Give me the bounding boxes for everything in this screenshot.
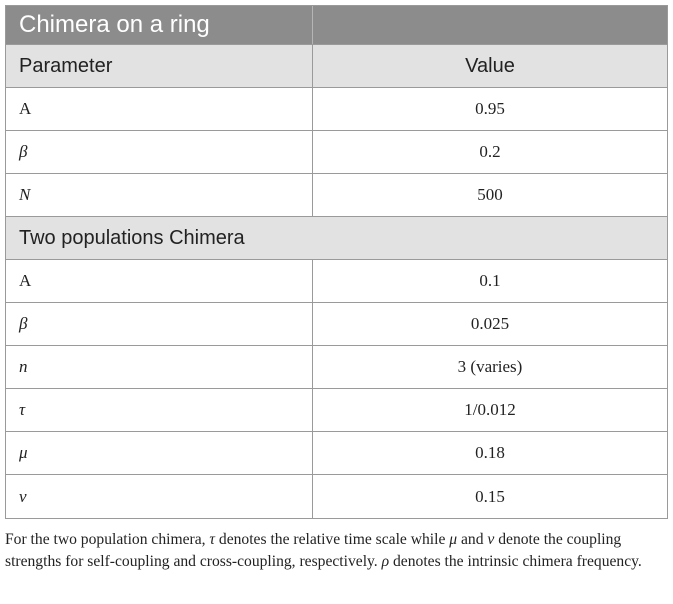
param-cell: β: [19, 314, 28, 333]
header-value: Value: [465, 54, 515, 77]
value-cell: 0.025: [470, 314, 510, 333]
table-row: [6, 88, 667, 131]
value-cell: 0.2: [479, 142, 501, 161]
footnote-symbol: μ: [449, 531, 458, 548]
param-cell: μ: [19, 443, 28, 462]
param-cell: N: [19, 185, 31, 204]
table-row: [6, 389, 667, 432]
footnote-text: denotes the intrinsic chimera frequency.: [389, 553, 642, 570]
table-row: [6, 303, 667, 346]
footnote-text: denote the coupling strengths for self-coupling and cross-coupling, respectively.: [5, 531, 622, 570]
footnote-text: and: [457, 531, 488, 548]
header-parameter: Parameter: [6, 45, 313, 87]
footnote-symbol: ν: [487, 531, 495, 548]
value-cell: 0.95: [475, 99, 505, 118]
table-title-spacer: [313, 6, 667, 44]
value-cell: 3 (varies): [457, 357, 523, 376]
section-title: Two populations Chimera: [19, 226, 245, 249]
table-title-row: [6, 6, 667, 45]
value-cell: 1/0.012: [464, 400, 516, 419]
footnote-text: denotes the relative time scale while: [215, 531, 450, 548]
table-row: [6, 260, 667, 303]
table-title: Chimera on a ring: [6, 6, 313, 44]
section-header-row: [6, 217, 667, 260]
param-cell: A: [19, 99, 32, 118]
value-cell: 0.15: [475, 486, 505, 506]
table-row: [6, 131, 667, 174]
value-cell: 0.1: [479, 271, 501, 290]
param-cell: A: [19, 271, 32, 290]
table-footnote: [5, 529, 668, 573]
footnote-text: For the two population chimera,: [5, 531, 210, 548]
table-header-row: [6, 45, 667, 88]
value-cell: 500: [477, 185, 503, 204]
param-cell: β: [19, 142, 28, 161]
table-row: [6, 432, 667, 475]
param-cell: n: [19, 357, 28, 376]
footnote-symbol: τ: [209, 531, 216, 548]
value-cell: 0.18: [475, 443, 505, 462]
param-cell: τ: [19, 400, 26, 419]
footnote-symbol: ρ: [381, 553, 390, 570]
table-row: [6, 475, 667, 518]
table-row: [6, 346, 667, 389]
parameter-table: [5, 5, 668, 519]
param-cell: ν: [19, 486, 27, 506]
table-row: [6, 174, 667, 217]
